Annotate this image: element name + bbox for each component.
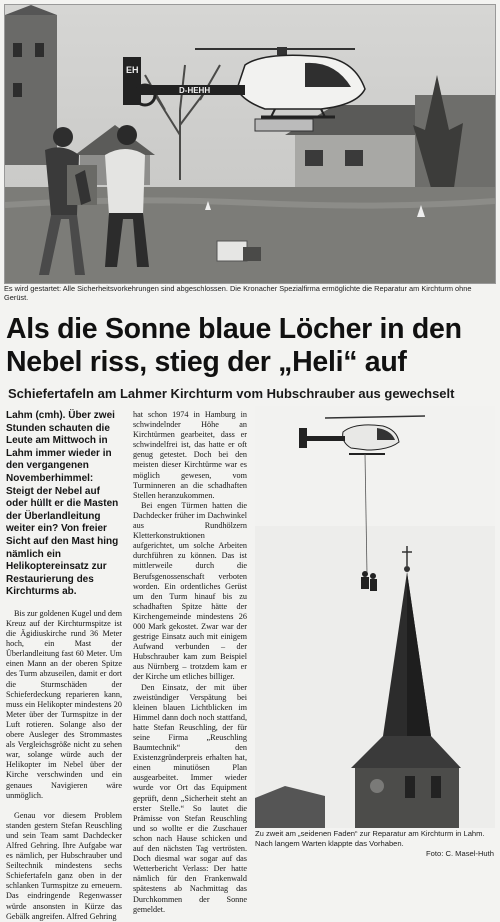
photo-caption-right: Zu zweit am „seidenen Faden“ zur Reparatur am Kirchturm in Lahm. Nach langem Warten klappte das Vorhaben. (255, 829, 485, 848)
photo-credit: Foto: C. Masel-Huth (426, 849, 494, 858)
article-lead: Lahm (cmh). Über zwei Stunden schauten die Leute am Mittwoch in Lahm immer wieder in den vergangenen Novemberhimmel: Steigt der Nebel auf oder hüllt er die Masten der Überlandleitung weiter ein? Von freier Sicht auf den Mast hing nämlich ein Helikoptereinsatz zur Restaurierung des Kirchturms ab. (6, 410, 119, 598)
article-paragraph: Genau vor diesem Problem standen gestern Stefan Reuschling und sein Team samt Dachdecker Alfred Gehring. Ihre Aufgabe war es nämlich, per Hubschrauber und Seiltechnik mindestens sechs Schiefertafeln ganz oben in der schlanken Turmspitze zu erneuern. Das eindringende Regenwasser würde ansonsten in Kürze das Gebälk angreifen. Alfred Gehring (6, 810, 122, 921)
church-tower-left (5, 5, 57, 165)
article-paragraph: Den Einsatz, der mit über zweistündiger Verspätung bei kleinen blauen Lichtblicken im Himmel dann doch noch stattfand, hatte Stefan Reuschling, der für seine Firma „Reuschling Baumtechnik“ den Existenzgründerpreis erhalten hat, einen minutiösen Plan ausgearbeitet. Immer wieder wurde vor Ort das Equipment geprüft, denn „Sicherheit steht an erster Stelle.“ So lautet die Prämisse von Stefan Reuschling und so wollte er die Zuschauer schon nach Hause schicken und auf den nächsten Tag vertrösten. Doch diesmal war sogar auf das Wetterbericht Verlass: Der hatte nämlich für den Frankenwald spätestens ab Nachmittag das Durchkommen der Sonne gemeldet. (133, 682, 247, 914)
photo-caption-top: Es wird gestartet: Alle Sicherheitsvorkehrungen sind abgeschlossen. Die Kronacher Spezialfirma ermöglichte die Reparatur am Kirchturm ohne Gerüst. (4, 284, 472, 302)
photo-helicopter-launch (4, 4, 496, 284)
svg-text:D-HEHH: D-HEHH (179, 86, 211, 95)
article-subheadline: Schiefertafeln am Lahmer Kirchturm vom Hubschrauber aus gewechselt (8, 386, 455, 401)
article-paragraph: hat schon 1974 in Hamburg in schwindelnder Höhe an Kirchtürmen gearbeitet, dass er schwindelfrei ist, das hatte er oft genug getestet. Doch bei den meisten dieser Kirchtürme war es möglich gewesen, vom Turminneren an die schadhaften Stellen heranzukommen. (133, 410, 247, 500)
article-headline: Als die Sonne blaue Löcher in den Nebel riss, stieg der „Heli“ auf (6, 313, 462, 378)
photo-church-steeple (255, 406, 495, 828)
article-paragraph: Bei engen Türmen hatten die Dachdecker früher im Dachwinkel aus Rundhölzern Kletterkonstruktionen aufgerichtet, um solche Arbeiten durchführen zu können. Das ist mittlerweile durch die Berufsgenossenschaft verboten worden. Ein ordentliches Gerüst um den Turm hinauf bis zu schadhaften Spitze hätte der Kirchengemeinde mindestens 26 000 Mark gekostet. Zwar war der gestrige Einsatz auch mit einigem Aufwand verbunden – der Hubschrauber kam zum Beispiel aus Nürnberg – trotzdem kam er der Kirche um etliches billiger. (133, 500, 247, 682)
article-paragraph: Bis zur goldenen Kugel und dem Kreuz auf der Kirchturmspitze ist die Ägidiuskirche rund 36 Meter hoch, ein Mast der Überlandleitung fast 60 Meter. Um einen Mann an der oberen Spitze des Turm abzuseilen, damit er dort die Sturmschäden der Schieferdeckung reparieren kann, muss ein Helikopter mindestens 20 Meter über der Turmspitze in der Luft rotieren. Solange also der obere Ausleger des Strommastes als Vergleichsgröße nicht zu sehen war, solange würde auch der Helikopter im Nebel über der Kirche verschwinden und ein genaues Navigieren wäre unmöglich. (6, 608, 123, 800)
svg-text:EH: EH (126, 65, 139, 75)
article-column-2 (133, 410, 247, 915)
article-column-1 (6, 410, 122, 922)
